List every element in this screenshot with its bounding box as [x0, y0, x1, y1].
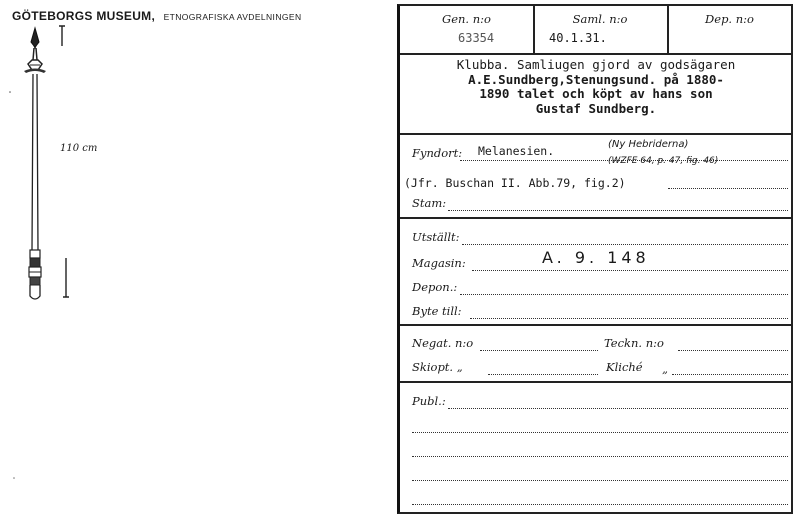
- gen-label: Gen. n:o: [442, 12, 491, 26]
- dep-label: Dep. n:o: [705, 12, 754, 26]
- kliche-line: [672, 374, 788, 375]
- kliche-label: Kliché: [606, 360, 643, 374]
- skiopt-line: [488, 374, 598, 375]
- publ-line: [412, 504, 788, 505]
- magasin-label: Magasin:: [412, 256, 466, 270]
- museum-department: ETNOGRAFISKA AVDELNINGEN: [163, 12, 302, 22]
- divider: [400, 324, 792, 326]
- publ-line: [412, 480, 788, 481]
- saml-cell: [533, 6, 669, 53]
- gen-value: 63354: [458, 31, 495, 45]
- description-line: Gustaf Sundberg.: [535, 100, 657, 116]
- reference-line: [668, 188, 788, 189]
- kliche-ditto: „: [662, 362, 668, 376]
- fyndort-value: Melanesien.: [478, 144, 555, 158]
- saml-label: Saml. n:o: [572, 12, 628, 26]
- fyndort-handwritten-note: (Ny Hebriderna): [608, 139, 689, 150]
- negat-line: [480, 350, 598, 351]
- publ-label: Publ.:: [412, 394, 446, 408]
- byte-till-label: Byte till:: [412, 304, 462, 318]
- object-description: [400, 58, 792, 116]
- card-header: [400, 6, 791, 55]
- museum-name: GÖTEBORGS MUSEUM,: [12, 9, 156, 23]
- catalog-card: [397, 4, 793, 514]
- stam-label: Stam:: [412, 196, 447, 210]
- fyndort-handwritten-reference: (WZFE 64, p. 47, fig. 46): [608, 156, 719, 166]
- reference-text: (Jfr. Buschan II. Abb.79, fig.2): [404, 176, 626, 190]
- fyndort-label: Fyndort:: [412, 146, 463, 160]
- magasin-value: A. 9. 148: [542, 248, 650, 267]
- description-line: Klubba. Samliugen gjord av godsägaren: [456, 57, 736, 72]
- publ-line: [412, 456, 788, 457]
- depon-line: [460, 294, 788, 295]
- stam-line: [448, 210, 788, 211]
- utstallt-label: Utställt:: [412, 230, 460, 244]
- club-drawing: [0, 0, 395, 518]
- description-line: 1890 talet och köpt av hans son: [479, 86, 713, 101]
- publ-line: [412, 432, 788, 433]
- publ-line: [448, 408, 788, 409]
- gen-cell: [400, 6, 535, 53]
- teckn-line: [678, 350, 788, 351]
- magasin-line: [472, 270, 788, 271]
- depon-label: Depon.:: [412, 280, 458, 294]
- skiopt-label: Skiopt. „: [412, 360, 463, 374]
- teckn-label: Teckn. n:o: [604, 336, 664, 350]
- utstallt-line: [462, 244, 788, 245]
- divider: [400, 381, 792, 383]
- negat-label: Negat. n:o: [412, 336, 474, 350]
- size-annotation: 110 cm: [60, 143, 98, 154]
- saml-value: 40.1.31.: [549, 31, 607, 45]
- divider: [400, 217, 792, 219]
- byte-till-line: [470, 318, 788, 319]
- description-line: A.E.Sundberg,Stenungsund. på 1880-: [468, 71, 724, 87]
- dep-cell: [667, 6, 792, 53]
- divider: [400, 133, 792, 135]
